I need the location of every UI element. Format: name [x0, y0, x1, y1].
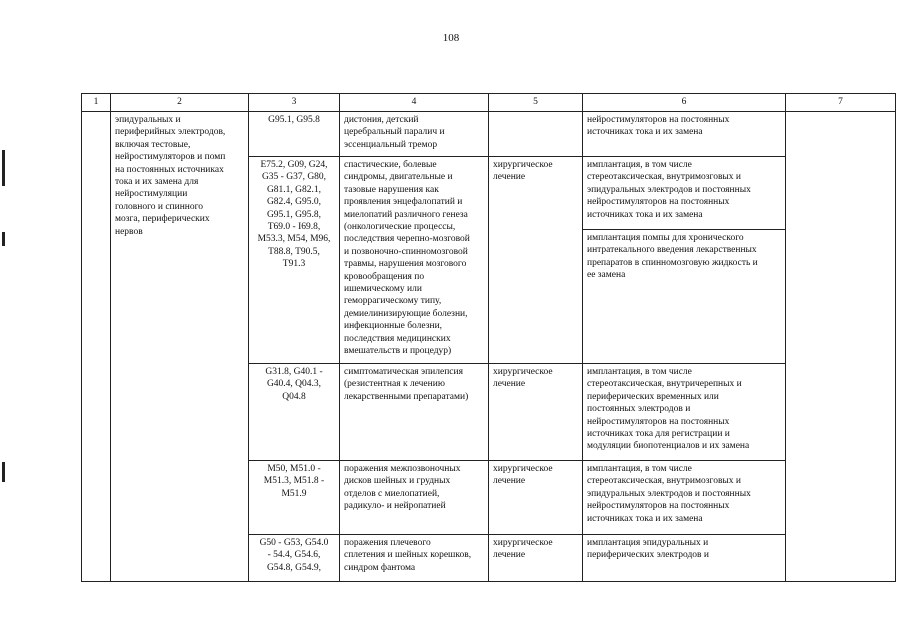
scan-edge-mark [2, 150, 5, 186]
column-number: 2 [111, 94, 249, 112]
diagnosis-codes-cell: E75.2, G09, G24, G35 - G37, G80, G81.1, G82.1, G82.4, G95.0, G95.1, G95.8, T69.0 - I69.8, M53.3, M54, M96, T88.8, T90.5, T91.3 [249, 157, 340, 364]
treatment-type-cell [489, 112, 583, 157]
treatment-type-cell: хирургическое лечение [489, 157, 583, 364]
column-number: 4 [340, 94, 489, 112]
treatment-method-cell: имплантация, в том числе стереотаксическая, внутримозговых и эпидуральных электродов и постоянных нейростимуляторов на постоянных источниках тока и их замена [583, 461, 786, 535]
column-number: 1 [82, 94, 111, 112]
diagnosis-codes-cell: M50, M51.0 - M51.3, M51.8 - M51.9 [249, 461, 340, 535]
treatment-method-cell: имплантация, в том числе стереотаксическая, внутричерепных и периферических временных или постоянных электродов и нейростимуляторов на постоянных источниках тока для регистрации и модуляции биопотенциалов и их замена [583, 364, 786, 461]
treatment-method-cell: имплантация эпидуральных и периферических электродов и [583, 535, 786, 582]
column-number: 6 [583, 94, 786, 112]
diagnosis-codes-cell: G95.1, G95.8 [249, 112, 340, 157]
treatment-type-cell: хирургическое лечение [489, 461, 583, 535]
column-number: 7 [786, 94, 896, 112]
table-row [82, 112, 896, 157]
diagnosis-cell: поражения межпозвоночных дисков шейных и грудных отделов с миелопатией, радикуло- и нейропатией [340, 461, 489, 535]
column-number: 3 [249, 94, 340, 112]
treatment-type-cell: хирургическое лечение [489, 535, 583, 582]
row-number-cell [82, 112, 111, 582]
column-number: 5 [489, 94, 583, 112]
notes-cell [786, 112, 896, 582]
scan-edge-mark [2, 232, 5, 246]
page-number: 108 [442, 32, 460, 44]
method-group-cell: эпидуральных и периферийных электродов, включая тестовые, нейростимуляторов и помп на постоянных источниках тока и их замена для нейростимуляции головного и спинного мозга, периферических нервов [111, 112, 249, 582]
treatment-type-cell: хирургическое лечение [489, 364, 583, 461]
medical-care-table [81, 93, 896, 582]
diagnosis-cell: дистония, детский церебральный паралич и эссенциальный тремор [340, 112, 489, 157]
diagnosis-codes-cell: G50 - G53, G54.0 - 54.4, G54.6, G54.8, G54.9, [249, 535, 340, 582]
diagnosis-codes-cell: G31.8, G40.1 - G40.4, Q04.3, Q04.8 [249, 364, 340, 461]
diagnosis-cell: поражения плечевого сплетения и шейных корешков, синдром фантома [340, 535, 489, 582]
diagnosis-cell: симптоматическая эпилепсия (резистентная к лечению лекарственными препаратами) [340, 364, 489, 461]
column-number-row [82, 94, 896, 112]
treatment-method-cell: имплантация, в том числе стереотаксическая, внутримозговых и эпидуральных электродов и постоянных нейростимуляторов на постоянных источниках тока и их замена [583, 157, 786, 230]
diagnosis-cell: спастические, болевые синдромы, двигательные и тазовые нарушения как проявления энцефалопатий и миелопатий различного генеза (онкологические процессы, последствия черепно-мозговой и позвоночно-спинномозговой травмы, нарушения мозгового кровообращения по ишемическому или геморрагическому типу, демиелинизирующие болезни, инфекционные болезни, последствия медицинских вмешательств и процедур) [340, 157, 489, 364]
scan-edge-mark [2, 462, 5, 482]
treatment-method-cell: имплантация помпы для хронического интратекального введения лекарственных препаратов в спинномозговую жидкость и ее замена [583, 230, 786, 364]
treatment-method-cell: нейростимуляторов на постоянных источниках тока и их замена [583, 112, 786, 157]
